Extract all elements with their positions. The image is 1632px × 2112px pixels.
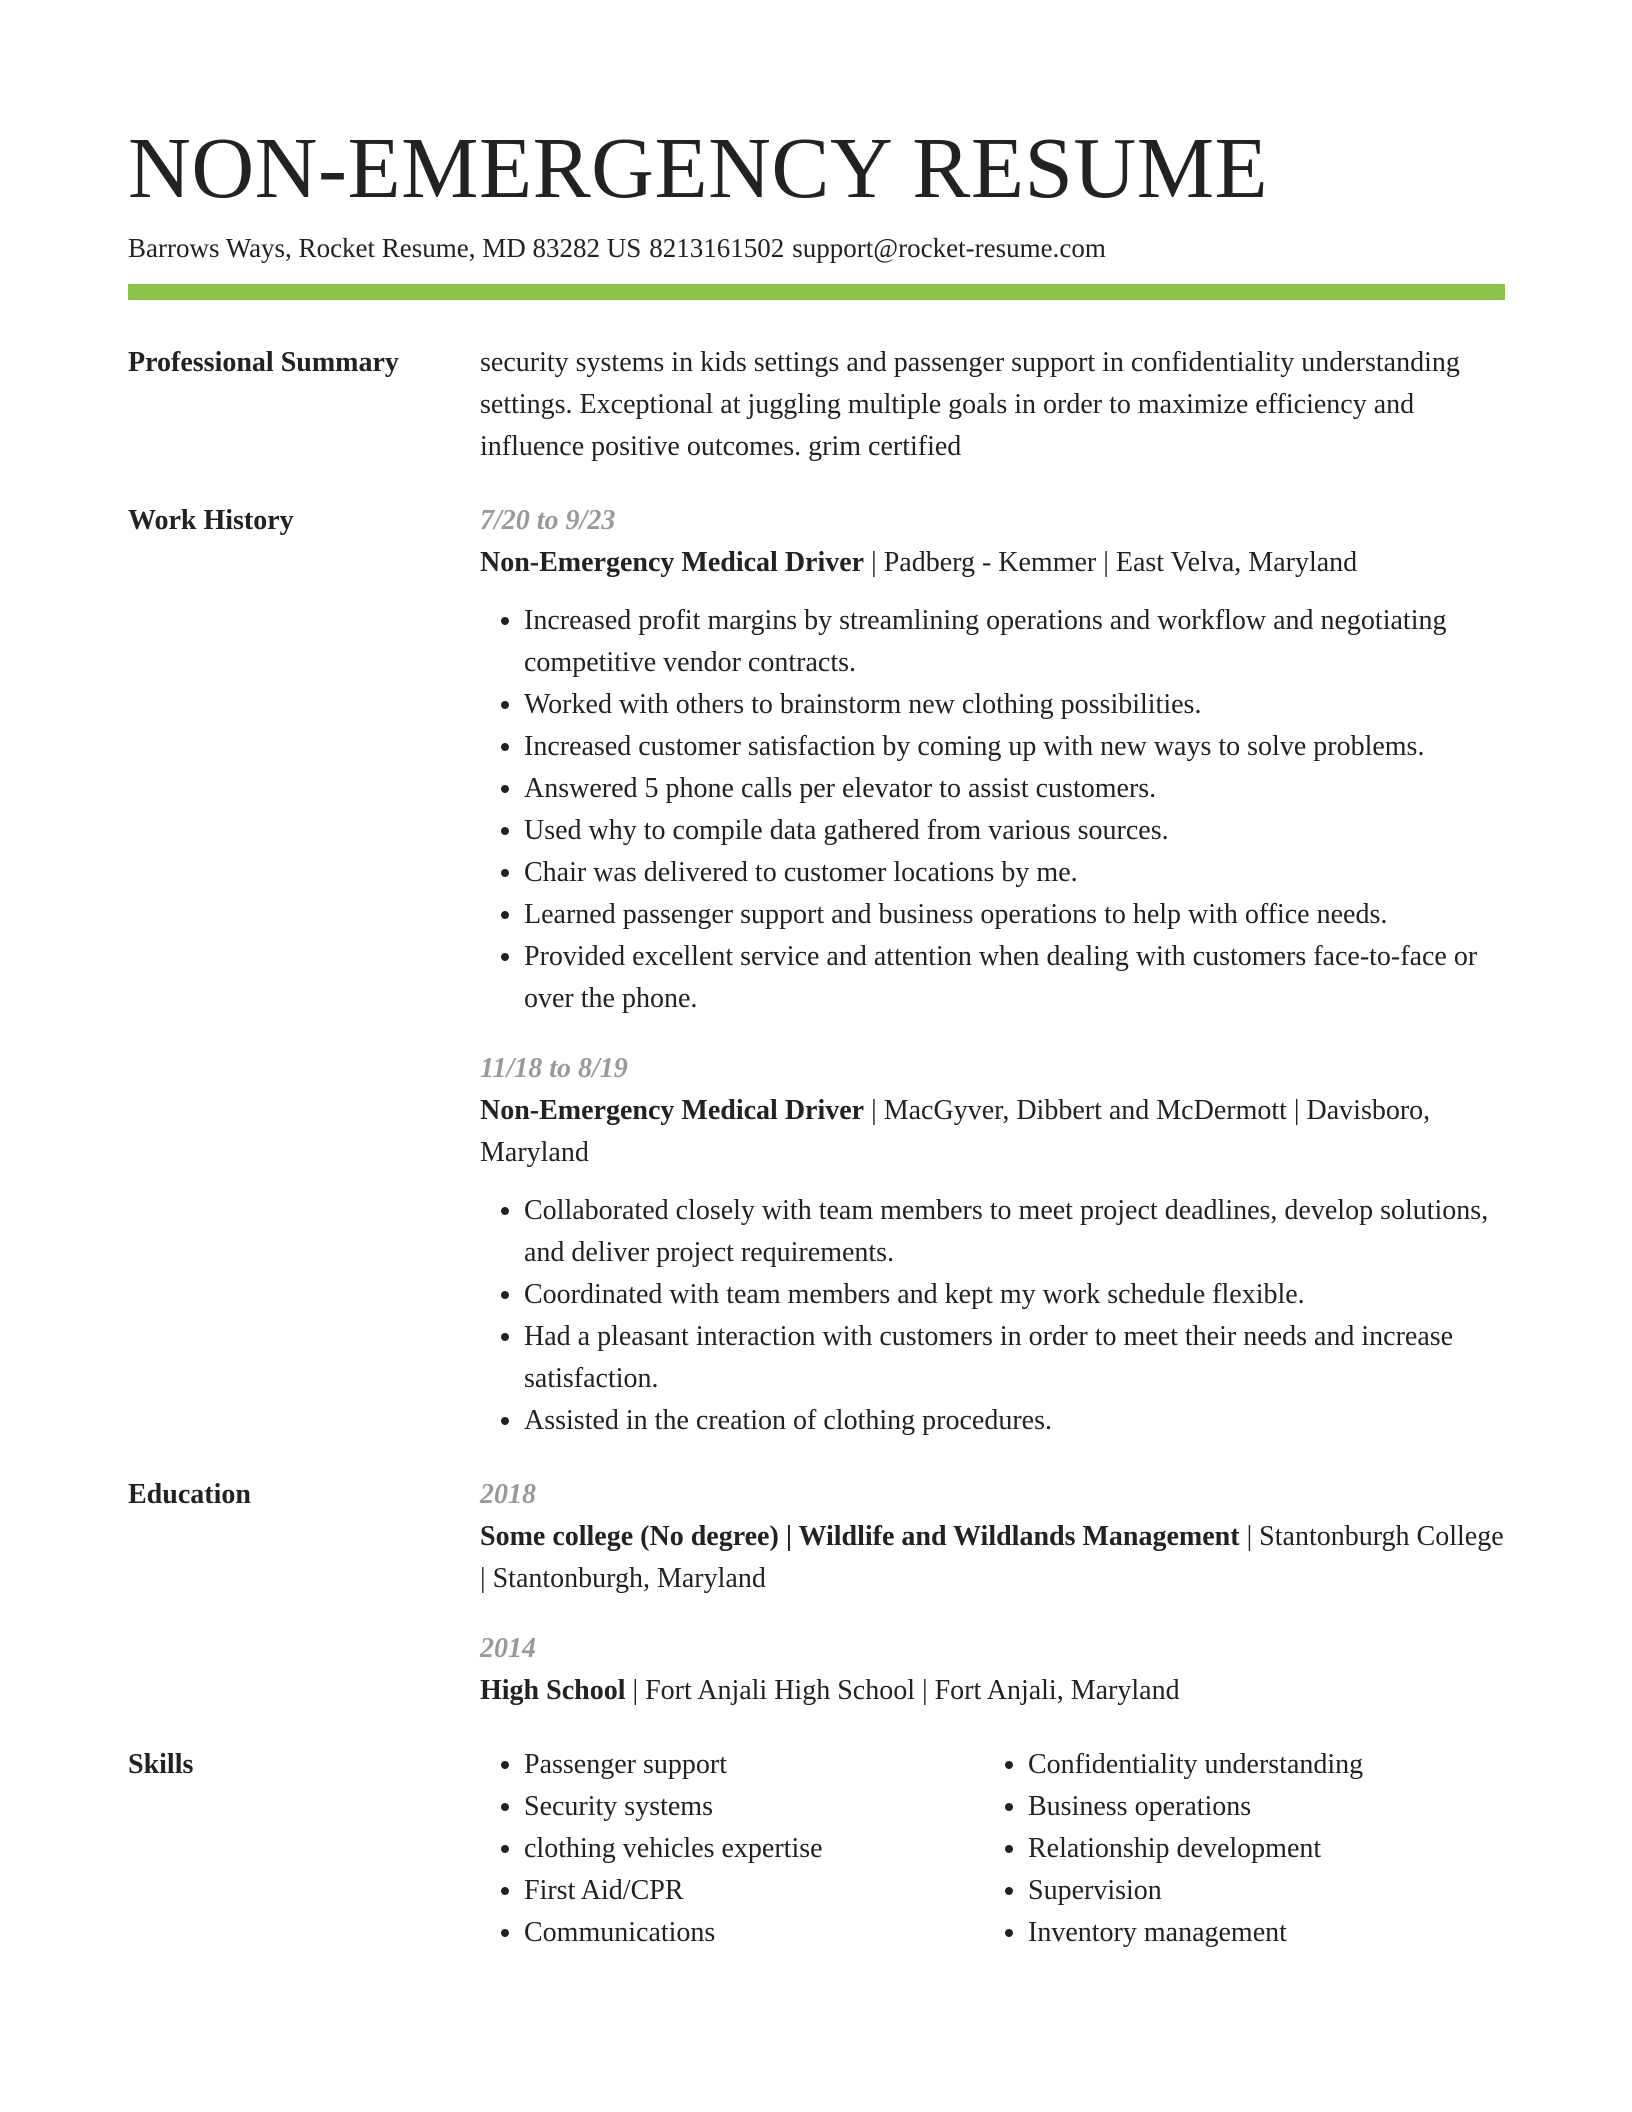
job-dates: 11/18 to 8/19 — [480, 1053, 628, 1084]
skill-item: • clothing vehicles expertise — [524, 1828, 984, 1870]
resume-page — [128, 0, 1505, 1954]
job-bullet: • Worked with others to brainstorm new clothing possibilities. — [524, 684, 1505, 726]
skill-item: • Relationship development — [1028, 1828, 1488, 1870]
education-heading: Education — [128, 1479, 251, 1510]
skills-heading: Skills — [128, 1749, 194, 1780]
skill-item: • Communications — [524, 1912, 984, 1954]
job-title: Non-Emergency Medical Driver — [480, 1095, 865, 1126]
education-section — [128, 1474, 1505, 1712]
education-year: 2018 — [480, 1479, 536, 1510]
education-degree: Some college (No degree) | Wildlife and Wildlands Management — [480, 1521, 1240, 1552]
skills-column-left — [480, 1744, 984, 1954]
job-dates: 7/20 to 9/23 — [480, 505, 616, 536]
job-entry — [480, 500, 1505, 1020]
education-headline — [480, 1516, 1505, 1600]
job-title: Non-Emergency Medical Driver — [480, 547, 865, 578]
job-bullet: • Increased profit margins by streamlining operations and workflow and negotiating competitive vendor contracts. — [524, 600, 1505, 684]
skills-grid — [480, 1744, 1505, 1954]
job-bullet: • Answered 5 phone calls per elevator to assist customers. — [524, 768, 1505, 810]
contact-line — [128, 230, 1505, 266]
job-headline — [480, 1090, 1505, 1174]
skill-item: • Inventory management — [1028, 1912, 1488, 1954]
resume-title: NON-EMERGENCY RESUME — [128, 119, 1269, 216]
skill-item: • Supervision — [1028, 1870, 1488, 1912]
job-headline — [480, 542, 1505, 584]
contact-email: support@rocket-resume.com — [792, 233, 1106, 263]
work-history-heading: Work History — [128, 505, 294, 536]
job-bullet: • Had a pleasant interaction with customers in order to meet their needs and increase satisfaction. — [524, 1316, 1505, 1400]
header-divider — [128, 284, 1505, 300]
job-bullet: • Learned passenger support and business operations to help with office needs. — [524, 894, 1505, 936]
skill-item: • Security systems — [524, 1786, 984, 1828]
job-details: | MacGyver, Dibbert and McDermott | Davisboro, Maryland — [480, 1095, 1431, 1168]
skill-item: • First Aid/CPR — [524, 1870, 984, 1912]
job-bullet: • Used why to compile data gathered from various sources. — [524, 810, 1505, 852]
education-headline — [480, 1670, 1505, 1712]
education-degree: High School — [480, 1675, 626, 1706]
job-bullet: • Chair was delivered to customer locations by me. — [524, 852, 1505, 894]
job-bullet: • Assisted in the creation of clothing procedures. — [524, 1400, 1505, 1442]
job-bullet: • Collaborated closely with team members to meet project deadlines, develop solutions, and deliver project requirements. — [524, 1190, 1505, 1274]
education-entry — [480, 1474, 1505, 1600]
contact-address: Barrows Ways, Rocket Resume, MD 83282 US — [128, 233, 642, 263]
skill-item: • Business operations — [1028, 1786, 1488, 1828]
summary-heading: Professional Summary — [128, 347, 399, 378]
contact-phone: 8213161502 — [649, 233, 785, 263]
job-details: | Padberg - Kemmer | East Velva, Maryland — [864, 547, 1358, 578]
education-year: 2014 — [480, 1633, 536, 1664]
job-entry — [480, 1048, 1505, 1442]
skills-section — [128, 1744, 1505, 1954]
skill-item: • Passenger support — [524, 1744, 984, 1786]
job-bullet: • Provided excellent service and attention when dealing with customers face-to-face or over the phone. — [524, 936, 1505, 1020]
skill-item: • Confidentiality understanding — [1028, 1744, 1488, 1786]
summary-section — [128, 342, 1505, 468]
job-bullet: • Coordinated with team members and kept my work schedule flexible. — [524, 1274, 1505, 1316]
work-history-section — [128, 500, 1505, 1442]
education-details: | Fort Anjali High School | Fort Anjali, Maryland — [625, 1675, 1180, 1706]
skills-column-right — [984, 1744, 1488, 1954]
job-bullets — [480, 600, 1505, 1020]
education-details: | Stantonburgh College | Stantonburgh, Maryland — [480, 1521, 1504, 1594]
education-entry — [480, 1628, 1505, 1712]
job-bullets — [480, 1190, 1505, 1442]
summary-text: security systems in kids settings and passenger support in confidentiality understanding settings. Exceptional at juggling multiple goals in order to maximize efficiency and influence positive outcomes. grim certified — [480, 347, 1460, 462]
job-bullet: • Increased customer satisfaction by coming up with new ways to solve problems. — [524, 726, 1505, 768]
